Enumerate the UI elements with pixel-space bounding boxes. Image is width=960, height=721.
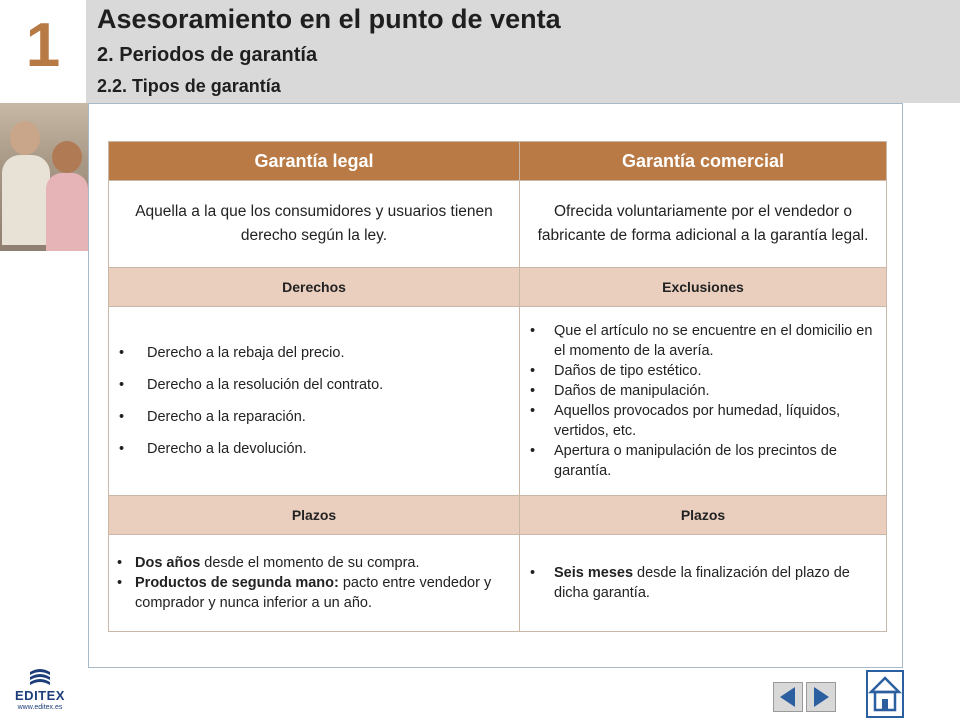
list-item: • Aquellos provocados por humedad, líquidos, vertidos, etc. xyxy=(548,401,878,441)
definition-commercial: Ofrecida voluntariamente por el vendedor o fabricante de forma adicional a la garantía legal. xyxy=(520,181,887,268)
header-commercial: Garantía comercial xyxy=(520,142,887,181)
next-button[interactable] xyxy=(806,682,836,712)
plazos-legal-cell xyxy=(109,535,520,632)
list-item: • Daños de tipo estético. xyxy=(548,361,878,381)
rights-list xyxy=(109,344,519,458)
list-item xyxy=(548,563,878,603)
chapter-number: 1 xyxy=(0,0,86,103)
subheader-plazos-commercial: Plazos xyxy=(520,496,887,535)
section-title: 2.2. Tipos de garantía xyxy=(97,76,281,96)
list-item: • Apertura o manipulación de los precintos de garantía. xyxy=(548,441,878,481)
subheader-exclusions: Exclusiones xyxy=(520,268,887,307)
page-title: Asesoramiento en el punto de venta xyxy=(97,4,561,34)
page-subtitle: 2. Periodos de garantía xyxy=(97,44,318,66)
exclusions-list xyxy=(520,321,886,481)
list-item: • Derecho a la devolución. xyxy=(137,440,511,458)
decorative-photo xyxy=(0,103,88,251)
plazo-text: desde la finalización del plazo de dicha garantía. xyxy=(554,565,850,601)
triangle-left-icon xyxy=(774,683,802,711)
list-item: • Derecho a la rebaja del precio. xyxy=(137,344,511,362)
plazo-bold: Dos años xyxy=(135,555,201,571)
subheader-plazos-legal: Plazos xyxy=(109,496,520,535)
subheader-rights: Derechos xyxy=(109,268,520,307)
guarantee-table xyxy=(108,141,887,632)
plazo-text: pacto entre vendedor y comprador y nunca inferior a un año. xyxy=(135,575,492,611)
plazo-text: desde el momento de su compra. xyxy=(200,555,420,571)
exclusions-cell xyxy=(520,307,887,496)
list-item: • Que el artículo no se encuentre en el domicilio en el momento de la avería. xyxy=(548,321,878,361)
home-button[interactable] xyxy=(866,670,904,718)
previous-button[interactable] xyxy=(773,682,803,712)
triangle-right-icon xyxy=(807,683,835,711)
house-icon xyxy=(868,672,902,716)
editex-mark-icon xyxy=(28,666,52,686)
header-legal: Garantía legal xyxy=(109,142,520,181)
plazos-commercial-list xyxy=(520,563,886,603)
plazos-legal-list xyxy=(109,553,519,613)
list-item: • Daños de manipulación. xyxy=(548,381,878,401)
editex-logo xyxy=(8,666,72,716)
list-item xyxy=(135,573,511,613)
definition-legal: Aquella a la que los consumidores y usuarios tienen derecho según la ley. xyxy=(109,181,520,268)
plazos-commercial-cell xyxy=(520,535,887,632)
list-item xyxy=(135,553,511,573)
plazo-bold: Productos de segunda mano: xyxy=(135,575,339,591)
rights-cell xyxy=(109,307,520,496)
list-item: • Derecho a la resolución del contrato. xyxy=(137,376,511,394)
list-item: • Derecho a la reparación. xyxy=(137,408,511,426)
logo-url: www.editex.es xyxy=(17,704,63,711)
logo-text: EDITEX xyxy=(15,688,65,703)
plazo-bold: Seis meses xyxy=(554,565,634,581)
